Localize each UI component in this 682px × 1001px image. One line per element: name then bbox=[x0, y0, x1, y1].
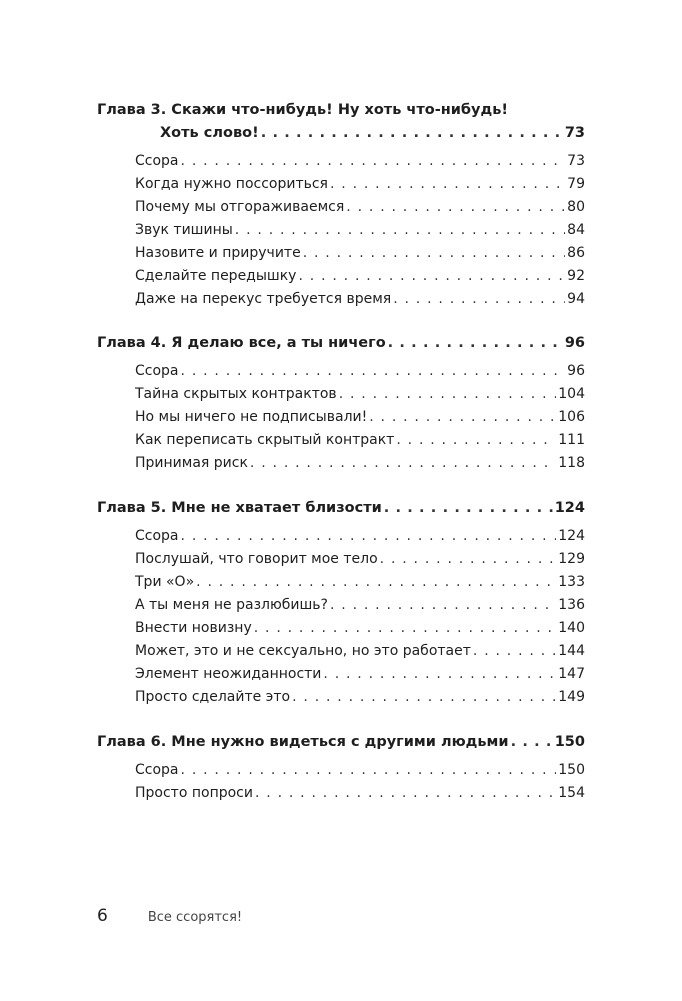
toc-entry[interactable] bbox=[135, 221, 585, 239]
chapter-6-page: 150 bbox=[554, 734, 585, 750]
dot-leader bbox=[330, 175, 565, 193]
entry-page: 79 bbox=[567, 176, 585, 192]
chapter-3-entry[interactable] bbox=[160, 124, 585, 142]
entry-title: Но мы ничего не подписывали! bbox=[135, 409, 368, 425]
dot-leader bbox=[380, 550, 557, 568]
toc-entry[interactable] bbox=[135, 431, 585, 449]
page-footer bbox=[97, 906, 242, 926]
toc-entry[interactable] bbox=[135, 527, 585, 545]
dot-leader bbox=[181, 761, 557, 779]
toc-entry[interactable] bbox=[135, 267, 585, 285]
entry-page: 140 bbox=[558, 620, 585, 636]
entry-title: Ссора bbox=[135, 363, 179, 379]
chapter-3-title bbox=[97, 101, 585, 119]
entry-page: 96 bbox=[567, 363, 585, 379]
dot-leader bbox=[511, 733, 553, 751]
running-title: Все ссорятся! bbox=[147, 910, 243, 925]
dot-leader bbox=[181, 527, 557, 545]
entry-page: 136 bbox=[558, 597, 585, 613]
entry-title: А ты меня не разлюбишь? bbox=[135, 597, 328, 613]
entry-title: Тайна скрытых контрактов bbox=[135, 386, 337, 402]
entry-title: Принимая риск bbox=[135, 455, 248, 471]
entry-page: 84 bbox=[567, 222, 585, 238]
entry-title: Послушай, что говорит мое тело bbox=[135, 551, 378, 567]
entry-title: Почему мы отгораживаемся bbox=[135, 199, 345, 215]
entry-title: Звук тишины bbox=[135, 222, 233, 238]
dot-leader bbox=[196, 573, 556, 591]
dot-leader bbox=[255, 784, 556, 802]
entry-title: Внести новизну bbox=[135, 620, 252, 636]
entry-page: 104 bbox=[558, 386, 585, 402]
entry-page: 129 bbox=[558, 551, 585, 567]
chapter-6-title: Глава 6. Мне нужно видеться с другими людьми bbox=[97, 734, 509, 750]
toc-entry[interactable] bbox=[135, 362, 585, 380]
toc-entry[interactable] bbox=[135, 688, 585, 706]
entry-title: Ссора bbox=[135, 762, 179, 778]
toc-entry[interactable] bbox=[135, 198, 585, 216]
dot-leader bbox=[303, 244, 565, 262]
dot-leader bbox=[346, 198, 565, 216]
chapter-3-page: 73 bbox=[564, 125, 585, 141]
entry-page: 111 bbox=[558, 432, 585, 448]
toc-entry[interactable] bbox=[135, 244, 585, 262]
chapter-4-page: 96 bbox=[564, 335, 585, 351]
toc-entry[interactable] bbox=[135, 550, 585, 568]
toc-entry[interactable] bbox=[135, 573, 585, 591]
entry-title: Сделайте передышку bbox=[135, 268, 297, 284]
chapter-5-entry[interactable] bbox=[97, 499, 585, 517]
dot-leader bbox=[235, 221, 565, 239]
toc-entry[interactable] bbox=[135, 454, 585, 472]
chapter-5-page: 124 bbox=[554, 500, 585, 516]
chapter-3-title-cont: Хоть слово! bbox=[160, 125, 259, 141]
entry-page: 86 bbox=[567, 245, 585, 261]
entry-title: Ссора bbox=[135, 153, 179, 169]
dot-leader bbox=[323, 665, 556, 683]
entry-page: 92 bbox=[567, 268, 585, 284]
entry-page: 150 bbox=[558, 762, 585, 778]
chapter-4-title: Глава 4. Я делаю все, а ты ничего bbox=[97, 335, 386, 351]
chapter-4-entry[interactable] bbox=[97, 334, 585, 352]
entry-page: 133 bbox=[558, 574, 585, 590]
dot-leader bbox=[181, 152, 566, 170]
page-number: 6 bbox=[97, 906, 108, 926]
dot-leader bbox=[396, 431, 556, 449]
entry-page: 118 bbox=[558, 455, 585, 471]
entry-page: 149 bbox=[558, 689, 585, 705]
dot-leader bbox=[339, 385, 557, 403]
toc-entry[interactable] bbox=[135, 385, 585, 403]
toc-entry[interactable] bbox=[135, 152, 585, 170]
dot-leader bbox=[181, 362, 566, 380]
entry-title: Даже на перекус требуется время bbox=[135, 291, 392, 307]
toc-entry[interactable] bbox=[135, 408, 585, 426]
entry-title: Назовите и приручите bbox=[135, 245, 301, 261]
dot-leader bbox=[292, 688, 556, 706]
entry-title: Как переписать скрытый контракт bbox=[135, 432, 395, 448]
entry-page: 80 bbox=[567, 199, 585, 215]
entry-page: 154 bbox=[558, 785, 585, 801]
entry-title: Элемент неожиданности bbox=[135, 666, 322, 682]
dot-leader bbox=[254, 619, 557, 637]
entry-title: Просто сделайте это bbox=[135, 689, 291, 705]
chapter-3-title-text: Глава 3. Скажи что-нибудь! Ну хоть что-нибудь! bbox=[97, 102, 508, 118]
dot-leader bbox=[250, 454, 556, 472]
dot-leader bbox=[473, 642, 556, 660]
toc-entry[interactable] bbox=[135, 596, 585, 614]
toc-entry[interactable] bbox=[135, 665, 585, 683]
entry-title: Ссора bbox=[135, 528, 179, 544]
chapter-5-title: Глава 5. Мне не хватает близости bbox=[97, 500, 382, 516]
entry-page: 73 bbox=[567, 153, 585, 169]
dot-leader bbox=[369, 408, 556, 426]
toc-entry[interactable] bbox=[135, 642, 585, 660]
dot-leader bbox=[393, 290, 565, 308]
toc-entry[interactable] bbox=[135, 290, 585, 308]
entry-page: 144 bbox=[558, 643, 585, 659]
toc-entry[interactable] bbox=[135, 784, 585, 802]
dot-leader bbox=[384, 499, 553, 517]
toc-entry[interactable] bbox=[135, 619, 585, 637]
dot-leader bbox=[330, 596, 556, 614]
entry-title: Просто попроси bbox=[135, 785, 253, 801]
toc-entry[interactable] bbox=[135, 175, 585, 193]
chapter-6-entry[interactable] bbox=[97, 733, 585, 751]
entry-page: 94 bbox=[567, 291, 585, 307]
entry-page: 147 bbox=[558, 666, 585, 682]
entry-page: 106 bbox=[558, 409, 585, 425]
dot-leader bbox=[298, 267, 565, 285]
entry-page: 124 bbox=[558, 528, 585, 544]
entry-title: Может, это и не сексуально, но это работает bbox=[135, 643, 471, 659]
entry-title: Когда нужно поссориться bbox=[135, 176, 328, 192]
entry-title: Три «О» bbox=[135, 574, 195, 590]
dot-leader bbox=[261, 124, 563, 142]
toc-entry[interactable] bbox=[135, 761, 585, 779]
dot-leader bbox=[388, 334, 563, 352]
